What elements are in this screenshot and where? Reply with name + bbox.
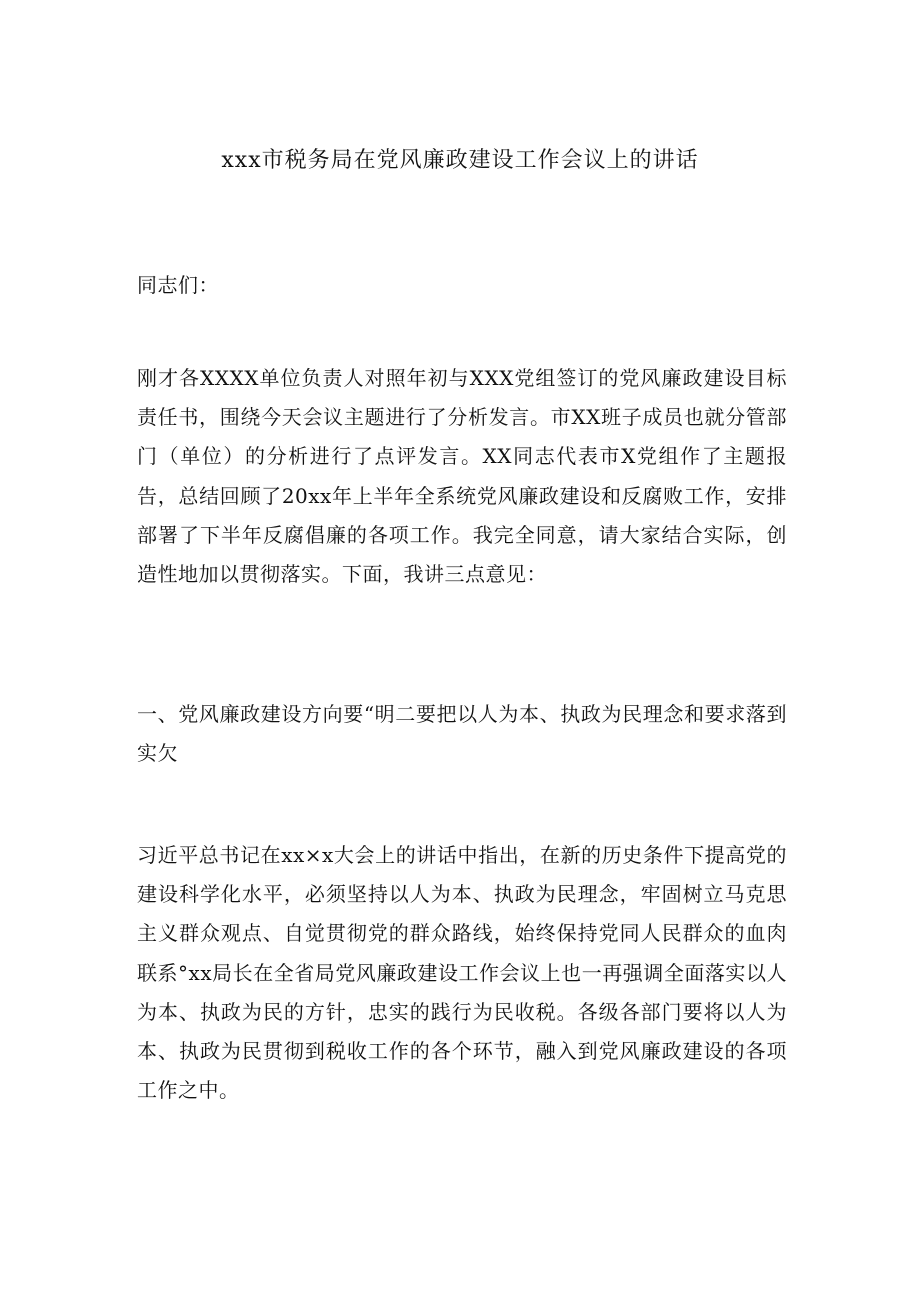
paragraph-section-1: 习近平总书记在xx×x大会上的讲话中指出，在新的历史条件下提高党的建设科学化水平，必须坚持以人为本、执政为民理念，牢固树立马克思主义群众观点、自觉贯彻党的群众路线，始终保持党同人民群众的血肉联系°xx局长在全省局党风廉政建设工作会议上也一再强调全面落实以人为本、执政为民的方针，忠实的践行为民收税。各级各部门要将以人为本、执政为民贯彻到税收工作的各个环节，融入到党风廉政建设的各项工作之中。: [137, 843, 787, 1103]
salutation: 同志们：: [137, 273, 219, 297]
document-title: xxx市税务局在党风廉政建设工作会议上的讲话: [221, 148, 699, 173]
section-heading-1: 一、党风廉政建设方向要“明二要把以人为本、执政为民理念和要求落到实欠: [137, 702, 787, 766]
paragraph-opening: 刚才各XXXX单位负责人对照年初与XXX党组签订的党风廉政建设目标责任书，围绕今天会议主题进行了分析发言。市XX班子成员也就分管部门（单位）的分析进行了点评发言。XX同志代表市X党组作了主题报告，总结回顾了20xx年上半年全系统党风廉政建设和反腐败工作，安排部署了下半年反腐倡廉的各项工作。我完全同意，请大家结合实际，创造性地加以贯彻落实。下面，我讲三点意见：: [137, 366, 787, 587]
